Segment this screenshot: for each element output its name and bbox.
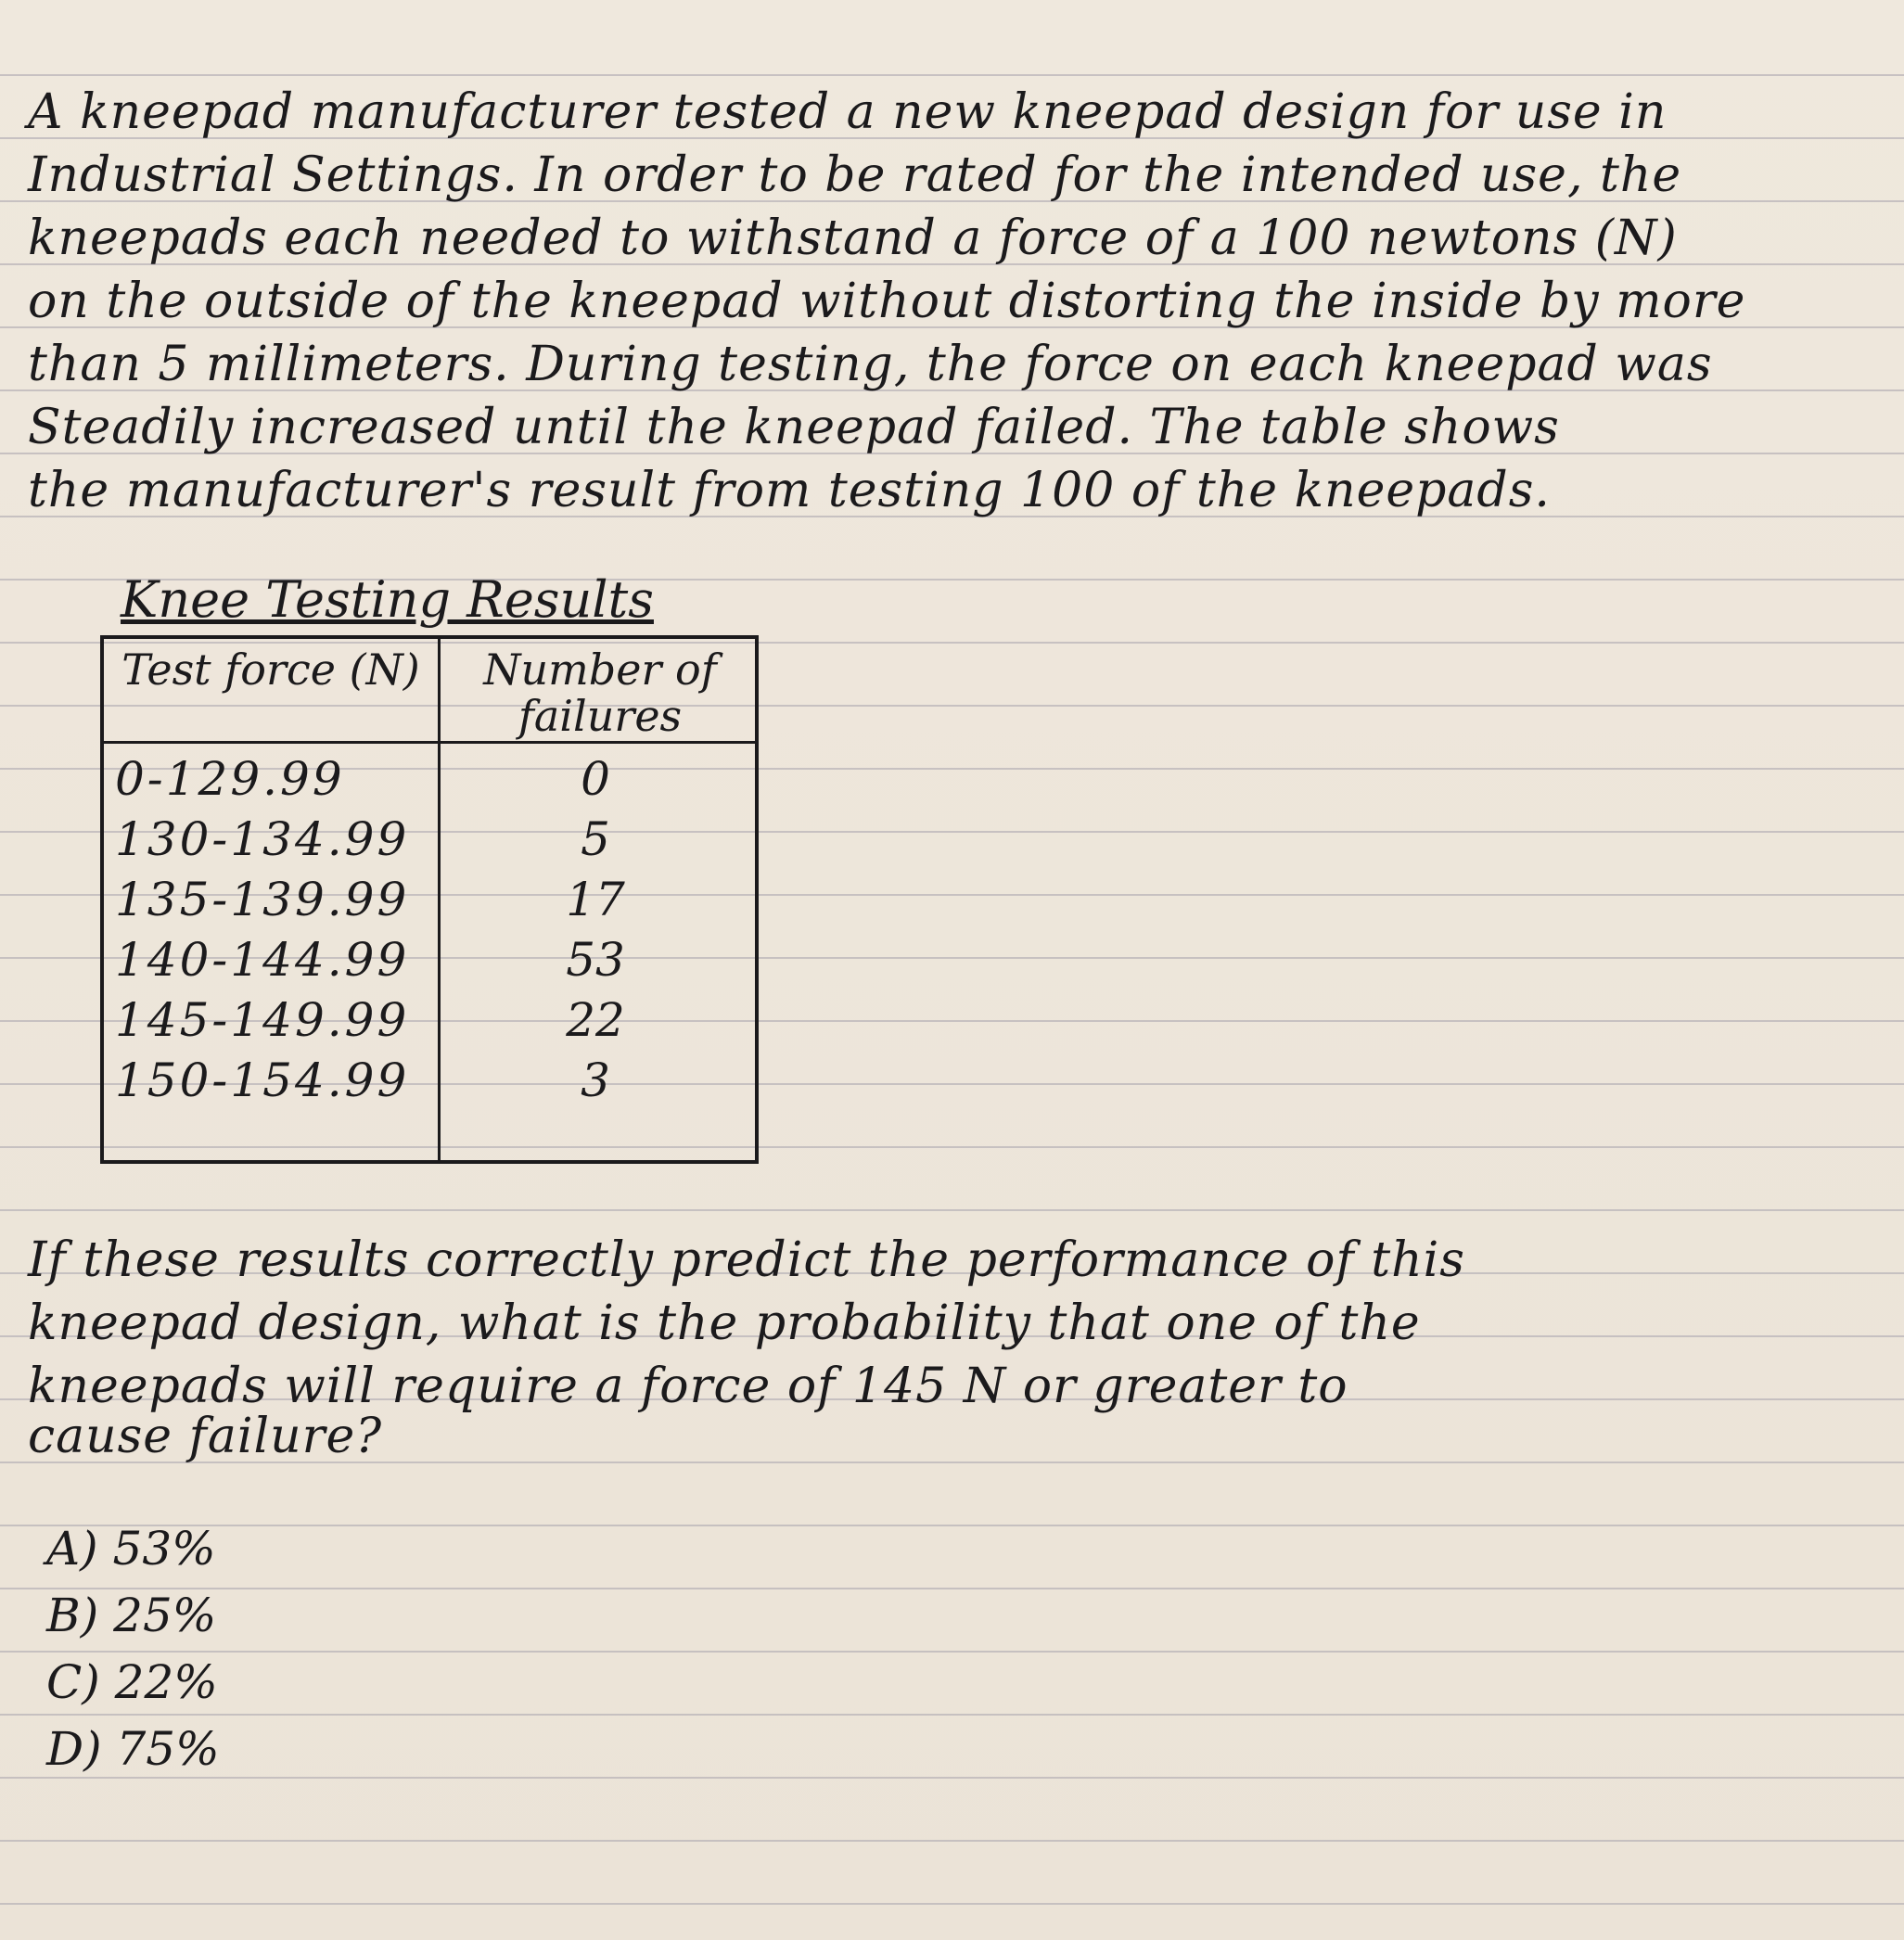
choice-b: B) 25% bbox=[46, 1589, 217, 1642]
failure-count-cell: 22 bbox=[566, 993, 625, 1047]
question-line: If these results correctly predict the performance of this bbox=[28, 1232, 1465, 1288]
ruled-line bbox=[0, 1777, 1904, 1779]
choice-c: C) 22% bbox=[46, 1655, 218, 1709]
ruled-line bbox=[0, 1903, 1904, 1905]
intro-line: than 5 millimeters. During testing, the force on each kneepad was bbox=[28, 337, 1713, 392]
ruled-line bbox=[0, 1714, 1904, 1716]
force-range-cell: 130-134.99 bbox=[115, 812, 410, 866]
failure-count-cell: 5 bbox=[581, 812, 610, 866]
header-test-force: Test force (N) bbox=[121, 645, 420, 695]
ruled-line bbox=[0, 1525, 1904, 1526]
question-line: kneepads will require a force of 145 N or greater to bbox=[28, 1359, 1348, 1414]
choice-a: A) 53% bbox=[46, 1522, 216, 1576]
force-range-cell: 145-149.99 bbox=[115, 993, 410, 1047]
results-table bbox=[100, 635, 759, 1164]
ruled-line bbox=[0, 1840, 1904, 1842]
intro-line: Steadily increased until the kneepad failed. The table shows bbox=[28, 400, 1560, 455]
failure-count-cell: 0 bbox=[581, 752, 610, 806]
intro-line: on the outside of the kneepad without distorting the inside by more bbox=[28, 274, 1746, 329]
table-row bbox=[104, 871, 755, 928]
failure-count-cell: 3 bbox=[581, 1053, 610, 1107]
ruled-line bbox=[0, 74, 1904, 76]
table-row bbox=[104, 931, 755, 989]
force-range-cell: 135-139.99 bbox=[115, 873, 410, 926]
choice-d: D) 75% bbox=[46, 1722, 220, 1776]
intro-line: A kneepad manufacturer tested a new kneepad design for use in bbox=[28, 84, 1668, 140]
failure-count-cell: 17 bbox=[566, 873, 625, 926]
failure-count-cell: 53 bbox=[566, 933, 625, 987]
ruled-line bbox=[0, 1209, 1904, 1211]
intro-line: the manufacturer's result from testing 100 of the kneepads. bbox=[28, 463, 1551, 518]
table-title: Knee Testing Results bbox=[121, 570, 654, 629]
table-row bbox=[104, 750, 755, 808]
question-line: kneepad design, what is the probability that one of the bbox=[28, 1295, 1421, 1351]
force-range-cell: 150-154.99 bbox=[115, 1053, 410, 1107]
force-range-cell: 140-144.99 bbox=[115, 933, 410, 987]
header-divider bbox=[104, 741, 755, 744]
table-row bbox=[104, 991, 755, 1049]
header-number-of-failures: Number of failures bbox=[483, 645, 717, 741]
intro-line: Industrial Settings. In order to be rated for the intended use, the bbox=[28, 147, 1682, 203]
intro-line: kneepads each needed to withstand a force of a 100 newtons (N) bbox=[28, 211, 1678, 266]
table-row bbox=[104, 1052, 755, 1109]
ruled-line bbox=[0, 1651, 1904, 1653]
force-range-cell: 0-129.99 bbox=[115, 752, 345, 806]
table-row bbox=[104, 810, 755, 868]
ruled-line bbox=[0, 1588, 1904, 1589]
question-line: cause failure? bbox=[28, 1409, 383, 1464]
